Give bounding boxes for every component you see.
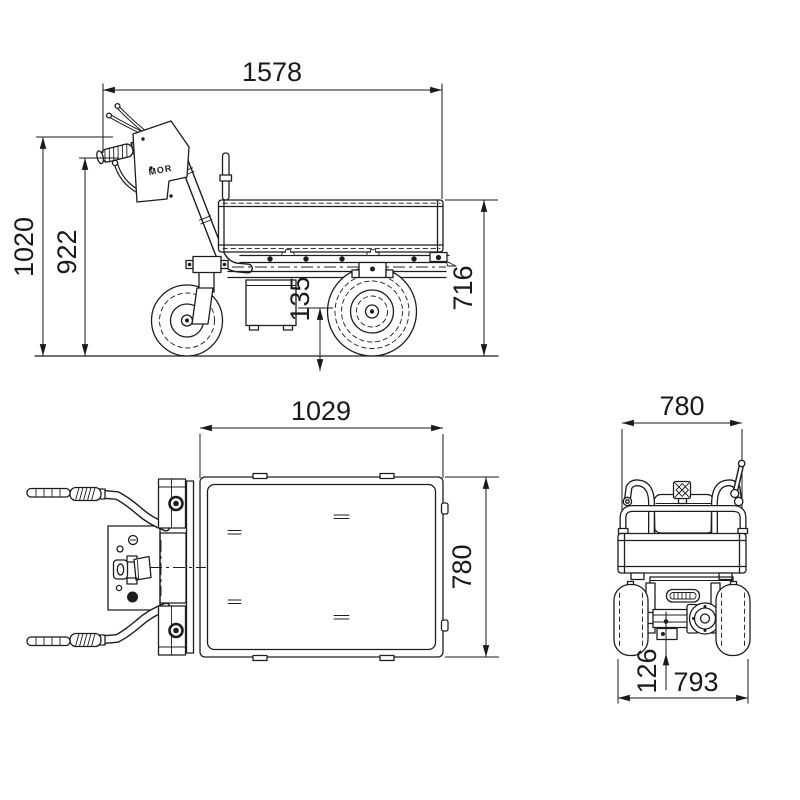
handlebar-lower bbox=[27, 607, 166, 647]
cargo-bed-side bbox=[219, 200, 444, 252]
dimension-overall-width bbox=[622, 391, 742, 423]
handlebar-upper bbox=[27, 488, 166, 528]
caster-wheel bbox=[152, 257, 229, 357]
rear-wheel bbox=[328, 267, 417, 356]
dim-label-bed-length: 1029 bbox=[290, 396, 352, 426]
top-view bbox=[27, 396, 499, 661]
rear-axle-bracket bbox=[352, 263, 393, 278]
lever-rod-upper bbox=[27, 489, 70, 498]
dim-label-wheel-width: 793 bbox=[673, 667, 719, 697]
front-view-wheel-right bbox=[716, 582, 750, 656]
cargo-bed-top bbox=[200, 474, 448, 661]
dimension-handlebar-height bbox=[52, 158, 119, 356]
dimension-bed-length bbox=[200, 396, 443, 478]
front-view bbox=[614, 391, 750, 704]
lever-rod-lower bbox=[27, 637, 70, 646]
speed-selector bbox=[134, 557, 151, 581]
front-post bbox=[220, 153, 232, 200]
dim-label-handlebar-height: 922 bbox=[52, 229, 82, 275]
control-panel-plate bbox=[133, 121, 189, 202]
cargo-bed-front bbox=[618, 534, 746, 580]
dimension-bed-height bbox=[445, 200, 498, 356]
handlebar-mount-plates bbox=[159, 479, 186, 655]
chassis-frame bbox=[228, 250, 456, 278]
dim-label-ground-clearance: 135 bbox=[285, 276, 315, 322]
dim-label-overall-length: 1578 bbox=[241, 57, 303, 87]
handlebar-assembly bbox=[96, 104, 189, 202]
dim-label-overall-height: 1020 bbox=[9, 216, 39, 278]
side-view bbox=[9, 57, 498, 371]
dim-label-bed-height: 716 bbox=[448, 265, 478, 311]
dim-label-axle-offset: 126 bbox=[632, 648, 662, 694]
vent-plate bbox=[667, 590, 700, 603]
power-button bbox=[127, 592, 138, 603]
brand-logo: MOR bbox=[147, 162, 174, 178]
dim-label-bed-width: 780 bbox=[447, 544, 477, 590]
dim-label-overall-width: 780 bbox=[659, 391, 705, 421]
control-box bbox=[108, 526, 206, 610]
bed-front-channel bbox=[187, 481, 194, 653]
throttle-lever-front bbox=[731, 460, 745, 497]
dimension-bed-width bbox=[445, 477, 499, 657]
key-switch bbox=[114, 560, 128, 579]
front-view-wheel-left bbox=[614, 582, 648, 656]
